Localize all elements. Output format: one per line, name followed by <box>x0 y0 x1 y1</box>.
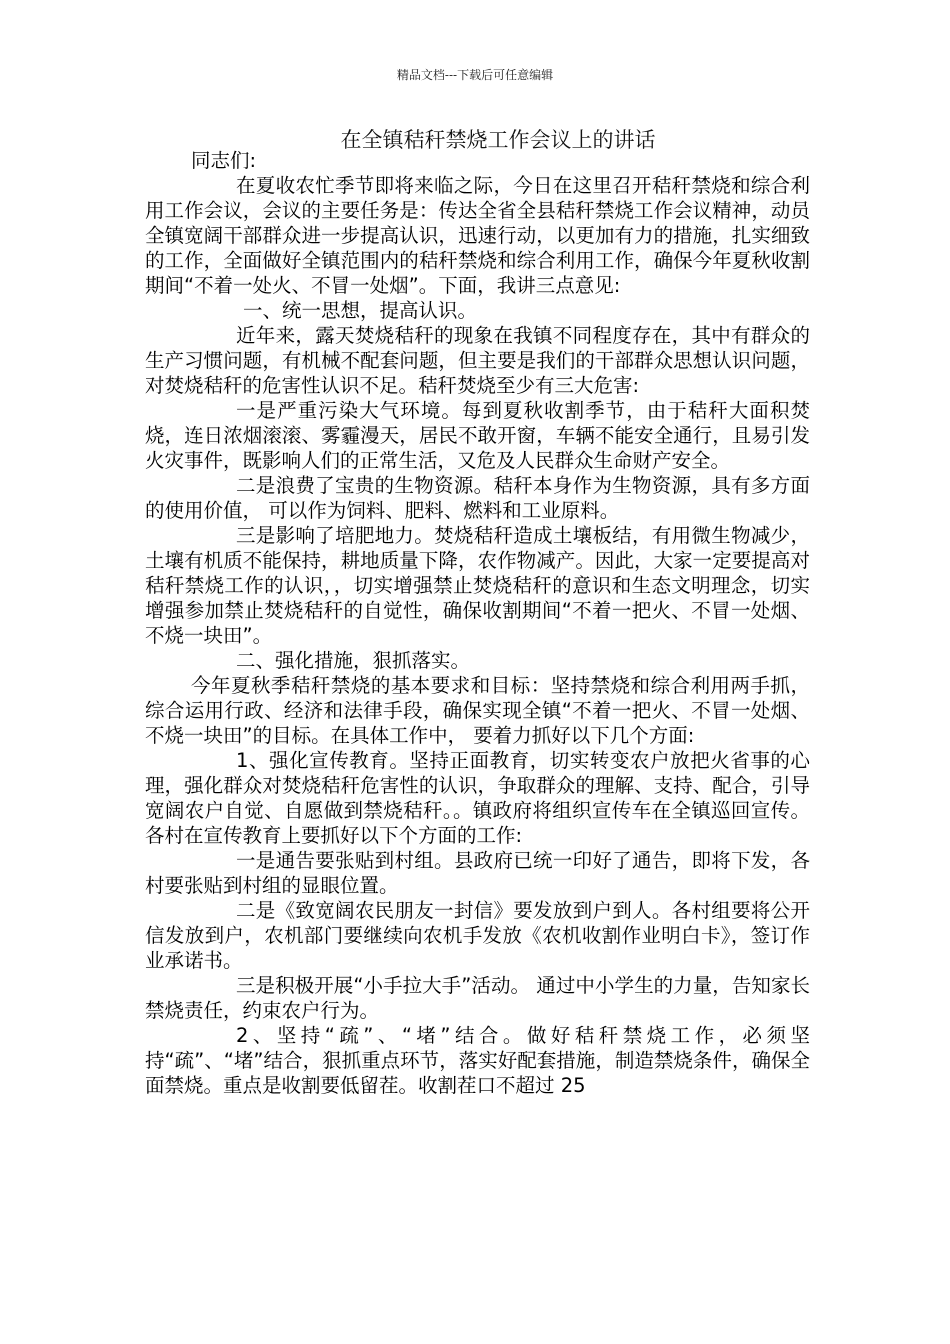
paragraph-students: 三是积极开展“小手拉大手”活动。 通过中小学生的力量，告知家长禁烧责任，约束农户行为。 <box>145 974 810 1022</box>
paragraph-intro: 在夏收农忙季节即将来临之际，今日在这里召开秸秆禁烧和综合利用工作会议，会议的主要任务是：传达全省全县秸秆禁烧工作会议精神，动员全镇宽阔干部群众进一步提高认识，迅速行动，以更加有力的措施，扎实细致的工作，全面做好全镇范围内的秸秆禁烧和综合利用工作，确保今年夏秋收割期间“不着一处火、不冒一处烟”。下面，我讲三点意见: <box>145 174 810 297</box>
paragraph-measure-1: 1、强化宣传教育。坚持正面教育，切实转变农户放把火省事的心理，强化群众对焚烧秸秆危害性的认识，争取群众的理解、支持、配合，引导宽阔农户自觉、自愿做到禁烧秸秆。。镇政府将组织宣传车在全镇巡回宣传。各村在宣传教育上要抓好以下个方面的工作: <box>145 749 810 847</box>
document-title: 在全镇秸秆禁烧工作会议上的讲话 <box>340 128 656 152</box>
paragraph-harm-1: 一是严重污染大气环境。每到夏秋收割季节，由于秸秆大面积焚烧，连日浓烟滚滚、雾霾漫天，居民不敢开窗，车辆不能安全通行，且易引发火灾事件，既影响人们的正常生活，又危及人民群众生命财产安全。 <box>145 399 810 472</box>
section-heading-2: 二、强化措施，狠抓落实。 <box>236 649 471 672</box>
page-header-note: 精品文档---下载后可任意编辑 <box>396 68 554 82</box>
paragraph-goals: 今年夏秋季秸秆禁烧的基本要求和目标：坚持禁烧和综合利用两手抓，综合运用行政、经济和法律手段，确保实现全镇“不着一把火、不冒一处烟、不烧一块田”的目标。在具体工作中， 要着力抓好以下几个方面: <box>145 674 810 747</box>
paragraph-measure-2: 2、坚持“疏”、“堵”结合。做好秸秆禁烧工作，必须坚持“疏”、“堵”结合，狠抓重点环节，落实好配套措施，制造禁烧条件，确保全面禁烧。重点是收割要低留茬。收割茬口不超过 25 <box>145 1024 810 1097</box>
paragraph-letter: 二是《致宽阔农民朋友一封信》要发放到户到人。各村组要将公开信发放到户，农机部门要继续向农机手发放《农机收割作业明白卡》，签订作业承诺书。 <box>145 899 810 972</box>
document-body <box>145 148 810 1098</box>
paragraph-notice: 一是通告要张贴到村组。县政府已统一印好了通告，即将下发，各村要张贴到村组的显眼位置。 <box>145 849 810 897</box>
section-heading-1: 一、统一思想，提高认识。 <box>243 299 478 322</box>
paragraph-harm-3: 三是影响了培肥地力。焚烧秸秆造成土壤板结，有用微生物减少，土壤有机质不能保持，耕地质量下降，农作物减产。因此，大家一定要提高对秸秆禁烧工作的认识，，切实增强禁止焚烧秸秆的意识和生态文明理念，切实增强参加禁止焚烧秸秆的自觉性，确保收割期间“不着一把火、不冒一处烟、不烧一块田”。 <box>145 524 810 647</box>
salutation: 同志们: <box>191 149 257 172</box>
paragraph-background: 近年来，露天焚烧秸秆的现象在我镇不同程度存在，其中有群众的生产习惯问题，有机械不配套问题，但主要是我们的干部群众思想认识问题，对焚烧秸秆的危害性认识不足。秸秆焚烧至少有三大危害: <box>145 324 810 397</box>
paragraph-harm-2: 二是浪费了宝贵的生物资源。秸秆本身作为生物资源，具有多方面的使用价值， 可以作为饲料、肥料、燃料和工业原料。 <box>145 474 810 522</box>
